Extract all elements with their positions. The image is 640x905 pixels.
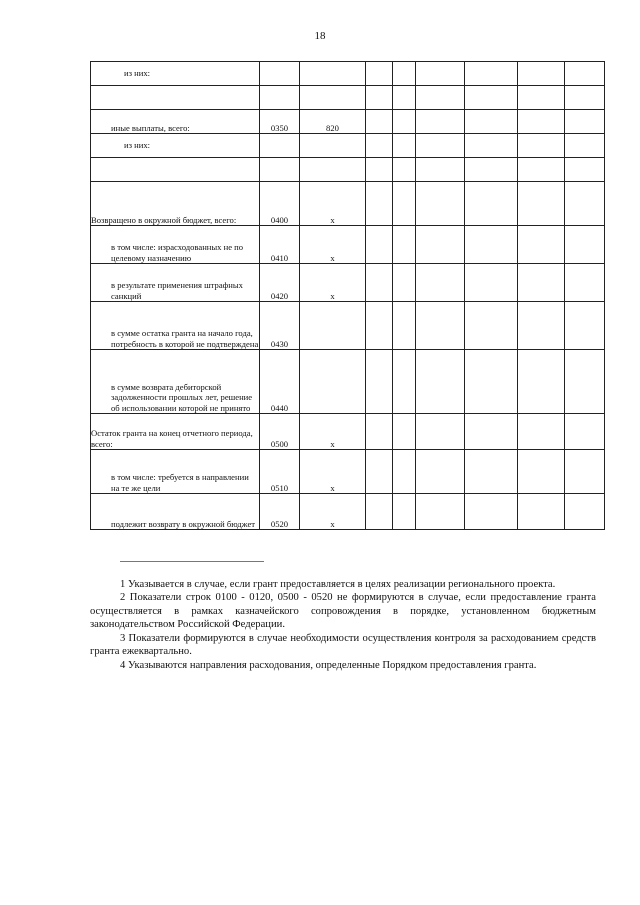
table-cell [416,350,465,414]
table-cell [565,226,605,264]
table-row [91,494,605,530]
table-cell [393,226,416,264]
table-cell [416,494,465,530]
table-row [91,226,605,264]
row-code: 0430 [260,302,300,350]
table-cell [465,226,518,264]
table-cell [366,62,393,86]
row-value [300,134,366,158]
table-cell [416,226,465,264]
table-cell [518,158,565,182]
row-code: 0400 [260,182,300,226]
table-cell [416,134,465,158]
table-cell [366,414,393,450]
table-cell [416,86,465,110]
table-cell [393,264,416,302]
table-cell [465,450,518,494]
table-cell [366,450,393,494]
table-cell [465,182,518,226]
table-row [91,110,605,134]
row-code: 0350 [260,110,300,134]
table-cell [518,226,565,264]
row-value: x [300,414,366,450]
row-code [260,134,300,158]
table-cell [518,350,565,414]
footnotes [90,578,596,672]
row-label: в результате применения штрафных санкций [91,264,260,302]
table-cell [465,302,518,350]
footnote-separator [120,561,264,562]
table-cell [518,134,565,158]
table-cell [366,264,393,302]
table-cell [393,134,416,158]
table-cell [366,226,393,264]
table-row [91,302,605,350]
table-cell [393,158,416,182]
table-cell [565,86,605,110]
row-value [300,350,366,414]
table-row [91,62,605,86]
footnote-1: 1 Указывается в случае, если грант предоставляется в целях реализации регионального проекта. [120,579,556,590]
footnote-3: 3 Показатели формируются в случае необходимости осуществления контроля за расходованием средств гранта ежеквартально. [90,632,596,658]
table-cell [565,350,605,414]
table-cell [393,302,416,350]
row-label: в сумме возврата дебиторской задолженности прошлых лет, решение об использовании которой не принято [91,350,260,414]
table-cell [416,264,465,302]
table-cell [518,494,565,530]
row-code: 0440 [260,350,300,414]
row-code [260,86,300,110]
row-label: в том числе: требуется в направлении на те же цели [91,450,260,494]
row-code: 0500 [260,414,300,450]
table-cell [518,86,565,110]
table-cell [416,182,465,226]
table-row [91,264,605,302]
table-cell [518,414,565,450]
table-cell [565,494,605,530]
table-cell [565,62,605,86]
table-cell [366,86,393,110]
table-row [91,450,605,494]
table-cell [416,110,465,134]
table-cell [465,86,518,110]
table-cell [393,494,416,530]
row-code [260,62,300,86]
row-code [260,158,300,182]
table-cell [465,158,518,182]
row-label [91,86,260,110]
row-label: из них: [91,62,260,86]
row-value: x [300,494,366,530]
table-cell [518,62,565,86]
row-value: 820 [300,110,366,134]
row-value: x [300,182,366,226]
table-cell [416,414,465,450]
table-cell [393,414,416,450]
table-row [91,414,605,450]
table-cell [565,134,605,158]
row-value: x [300,226,366,264]
page-number: 18 [314,30,326,42]
table-row [91,182,605,226]
table-row [91,86,605,110]
table-cell [465,110,518,134]
table-cell [393,86,416,110]
table-cell [366,110,393,134]
table-row [91,134,605,158]
table-cell [465,350,518,414]
table-cell [565,302,605,350]
table-cell [465,62,518,86]
row-label: в сумме остатка гранта на начало года, потребность в которой не подтверждена [91,302,260,350]
table-cell [416,302,465,350]
table-cell [416,62,465,86]
table-cell [366,350,393,414]
table-cell [565,450,605,494]
row-value [300,158,366,182]
footnote-2: 2 Показатели строк 0100 - 0120, 0500 - 0520 не формируются в случае, если предоставление гранта осуществляется в рамках казначейского сопровождения в порядке, установленном бюджетным законодательством Российской Федерации. [90,592,596,631]
table-row [91,158,605,182]
table-cell [393,350,416,414]
row-code: 0420 [260,264,300,302]
table-cell [416,158,465,182]
table-row [91,350,605,414]
table-cell [465,264,518,302]
table-cell [393,62,416,86]
table-cell [366,158,393,182]
table-cell [518,264,565,302]
row-value: x [300,264,366,302]
table-cell [416,450,465,494]
row-value [300,302,366,350]
table-cell [565,182,605,226]
footnote-4: 4 Указываются направления расходования, определенные Порядком предоставления гранта. [120,659,537,671]
table-cell [465,134,518,158]
row-label [91,158,260,182]
table-cell [518,110,565,134]
row-value: x [300,450,366,494]
table-cell [465,494,518,530]
table-cell [366,134,393,158]
table-cell [465,414,518,450]
row-label: подлежит возврату в окружной бюджет [91,494,260,530]
report-table [90,61,605,530]
row-label: Остаток гранта на конец отчетного периода, всего: [91,414,260,450]
row-label: в том числе: израсходованных не по целевому назначению [91,226,260,264]
row-code: 0510 [260,450,300,494]
table-cell [518,182,565,226]
table-cell [565,158,605,182]
table-cell [366,494,393,530]
table-cell [565,264,605,302]
table-cell [565,414,605,450]
table-cell [393,110,416,134]
row-value [300,86,366,110]
table-cell [393,450,416,494]
table-cell [366,302,393,350]
table-cell [518,450,565,494]
table-cell [565,110,605,134]
row-label: Возвращено в окружной бюджет, всего: [91,182,260,226]
table-cell [366,182,393,226]
table-cell [393,182,416,226]
row-label: иные выплаты, всего: [91,110,260,134]
row-code: 0520 [260,494,300,530]
row-code: 0410 [260,226,300,264]
row-label: из них: [91,134,260,158]
row-value [300,62,366,86]
table-cell [518,302,565,350]
